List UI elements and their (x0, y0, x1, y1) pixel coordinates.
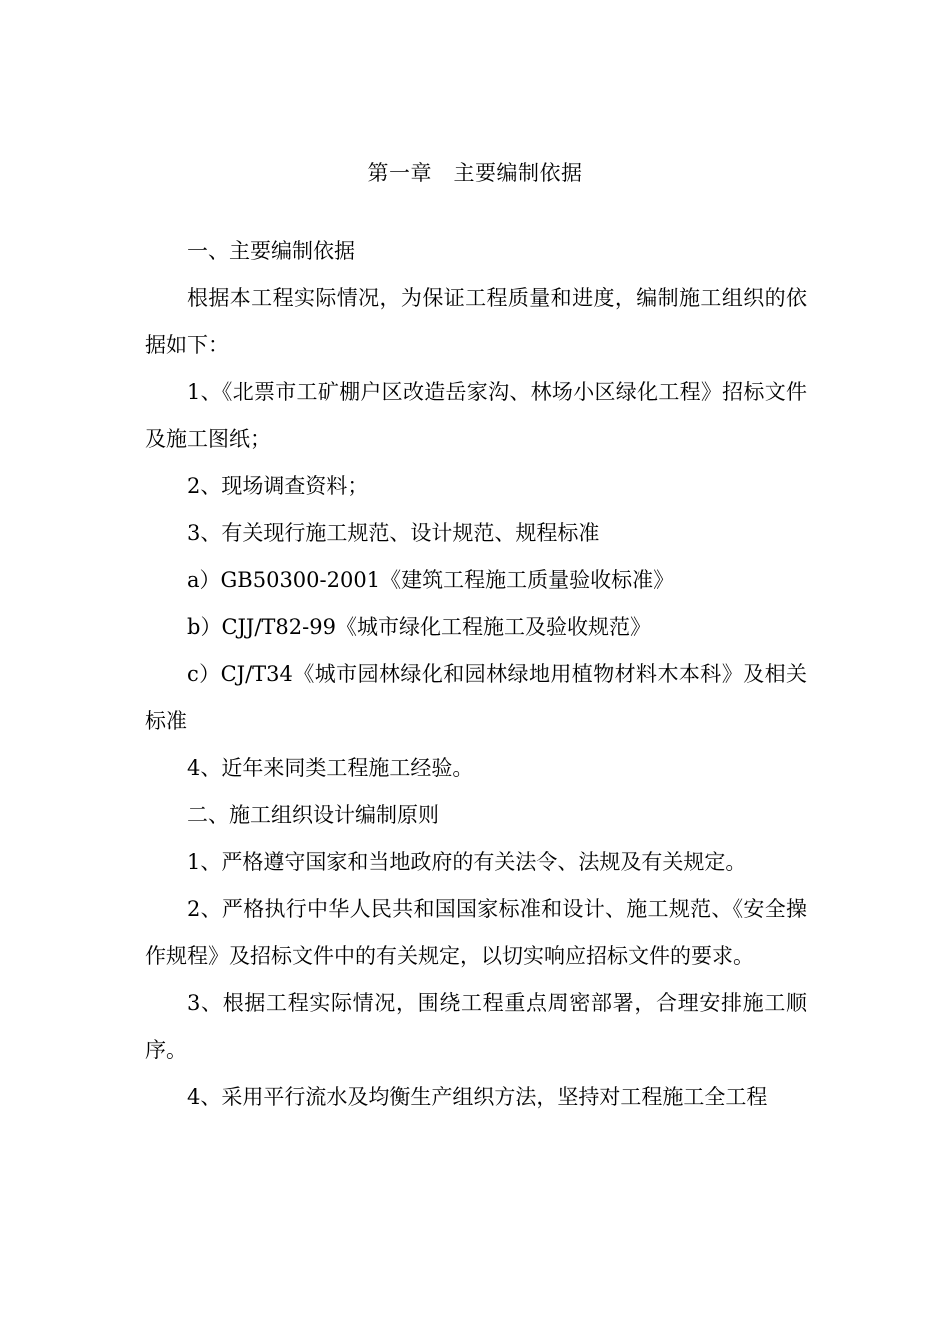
section-heading-2: 二、施工组织设计编制原则 (187, 803, 439, 827)
document-body (145, 228, 807, 1121)
chapter-title: 第一章 主要编制依据 (367, 161, 583, 185)
section-heading-1: 一、主要编制依据 (187, 239, 355, 263)
list-item-1: 1、《北票市工矿棚户区改造岳家沟、林场小区绿化工程》招标文件及施工图纸； (145, 380, 807, 451)
principle-item-3: 3、根据工程实际情况，围绕工程重点周密部署，合理安排施工顺序。 (145, 991, 807, 1062)
sub-item-b: b）CJJ/T82-99《城市绿化工程施工及验收规范》 (187, 615, 651, 639)
list-item-4: 4、近年来同类工程施工经验。 (187, 756, 474, 780)
sub-item-a: a）GB50300-2001《建筑工程施工质量验收标准》 (187, 568, 675, 592)
principle-item-4: 4、采用平行流水及均衡生产组织方法，坚持对工程施工全工程 (187, 1085, 768, 1109)
paragraph-intro: 根据本工程实际情况，为保证工程质量和进度，编制施工组织的依据如下： (145, 286, 807, 357)
list-item-2: 2、现场调查资料； (187, 474, 369, 498)
principle-item-1: 1、严格遵守国家和当地政府的有关法令、法规及有关规定。 (187, 850, 747, 874)
list-item-3: 3、有关现行施工规范、设计规范、规程标准 (187, 521, 600, 545)
sub-item-c: c）CJ/T34《城市园林绿化和园林绿地用植物材料木本科》及相关标准 (145, 662, 807, 733)
principle-item-2: 2、严格执行中华人民共和国国家标准和设计、施工规范、《安全操作规程》及招标文件中的有关规定，以切实响应招标文件的要求。 (145, 897, 807, 968)
